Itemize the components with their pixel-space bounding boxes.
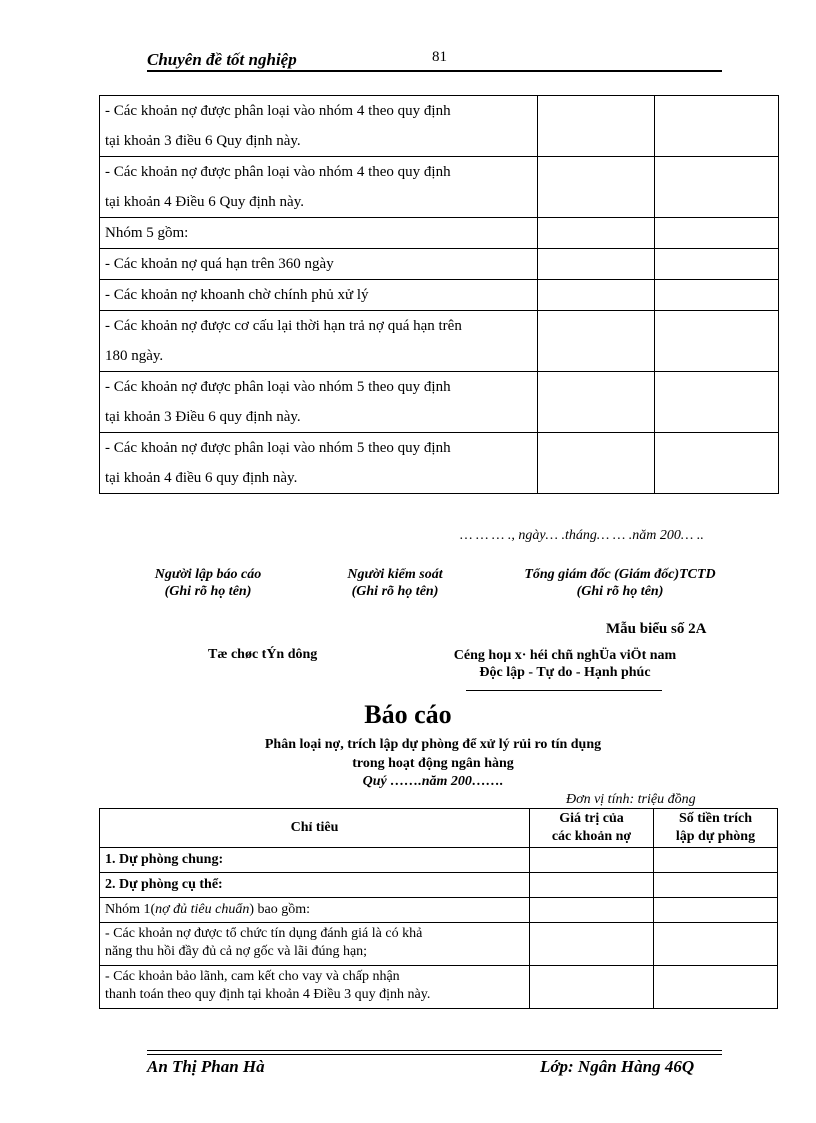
date-line: … … … ., ngày… .tháng… … .năm 200… .. [460,528,704,543]
table-row [100,280,779,311]
header-provision-amount: Số tiền trích lập dự phòng [654,809,778,848]
table-cell: - Các khoản bảo lãnh, cam kết cho vay và chấp nhận thanh toán theo quy định tại khoản 4 Điều 3 quy định này. [100,966,530,1009]
table-row [100,898,778,923]
table-cell: - Các khoản nợ quá hạn trên 360 ngày [100,249,538,280]
table-row [100,218,779,249]
motto-underline [466,690,662,691]
table-cell: Nhóm 5 gồm: [100,218,538,249]
provision-report-table [99,808,778,1009]
organization-label: Tæ chøc tÝn dông [208,647,318,662]
page-header [147,48,722,72]
form-number: Mẫu biểu số 2A [606,621,707,637]
row-group-1: Nhóm 1(nợ đủ tiêu chuẩn) bao gồm: [100,898,530,923]
header-indicator: Chỉ tiêu [100,809,530,848]
signature-controller: Người kiểm soát (Ghi rõ họ tên) [347,567,443,599]
table-row [100,966,778,1009]
table-row [100,96,779,157]
table-row [100,873,778,898]
table-row [100,157,779,218]
signature-preparer: Người lập báo cáo (Ghi rõ họ tên) [154,567,262,599]
table-cell: - Các khoản nợ được cơ cấu lại thời hạn trả nợ quá hạn trên 180 ngày. [100,311,538,372]
table-header-row [100,809,778,848]
table-cell: - Các khoản nợ được phân loại vào nhóm 5 theo quy định tại khoản 3 Điều 6 quy định này. [100,372,538,433]
footer-author: An Thị Phan Hà [147,1057,265,1076]
table-row [100,311,779,372]
row-general-provision: 1. Dự phòng chung: [100,848,530,873]
table-row [100,372,779,433]
report-subtitle: Phân loại nợ, trích lập dự phòng để xử lý rủi ro tín dụng [264,737,602,752]
table-cell: - Các khoản nợ được phân loại vào nhóm 5 theo quy định tại khoản 4 điều 6 quy định này. [100,433,538,494]
document-title: Chuyên đề tốt nghiệp [147,50,297,69]
footer-class: Lớp: Ngân Hàng 46Q [540,1057,695,1076]
table-cell: - Các khoản nợ được phân loại vào nhóm 4 theo quy định tại khoản 4 Điều 6 Quy định này. [100,157,538,218]
table-cell: - Các khoản nợ được phân loại vào nhóm 4 theo quy định tại khoản 3 điều 6 Quy định này. [100,96,538,157]
table-cell: - Các khoản nợ được tổ chức tín dụng đánh giá là có khả năng thu hồi đầy đủ cả nợ gốc và lãi đúng hạn; [100,923,530,966]
report-title: Báo cáo [364,700,452,729]
unit-label: Đơn vị tính: triệu đồng [566,792,696,807]
signature-director: Tổng giám đốc (Giám đốc)TCTD (Ghi rõ họ tên) [524,567,716,599]
table-row [100,249,779,280]
header-debt-value: Giá trị của các khoản nợ [530,809,654,848]
national-motto: Céng hoµ x· héi chñ nghÜa viÖt nam Độc lập - Tự do - Hạnh phúc [453,648,677,680]
row-specific-provision: 2. Dự phòng cụ thể: [100,873,530,898]
table-row [100,433,779,494]
table-row [100,848,778,873]
report-subtitle-2: trong hoạt động ngân hàng [352,756,514,771]
report-period: Quý …….năm 200……. [362,774,504,789]
table-row [100,923,778,966]
footer-divider [147,1050,722,1055]
table-cell: - Các khoản nợ khoanh chờ chính phủ xử lý [100,280,538,311]
page-number: 81 [432,49,447,65]
debt-classification-table-continued [99,95,779,494]
